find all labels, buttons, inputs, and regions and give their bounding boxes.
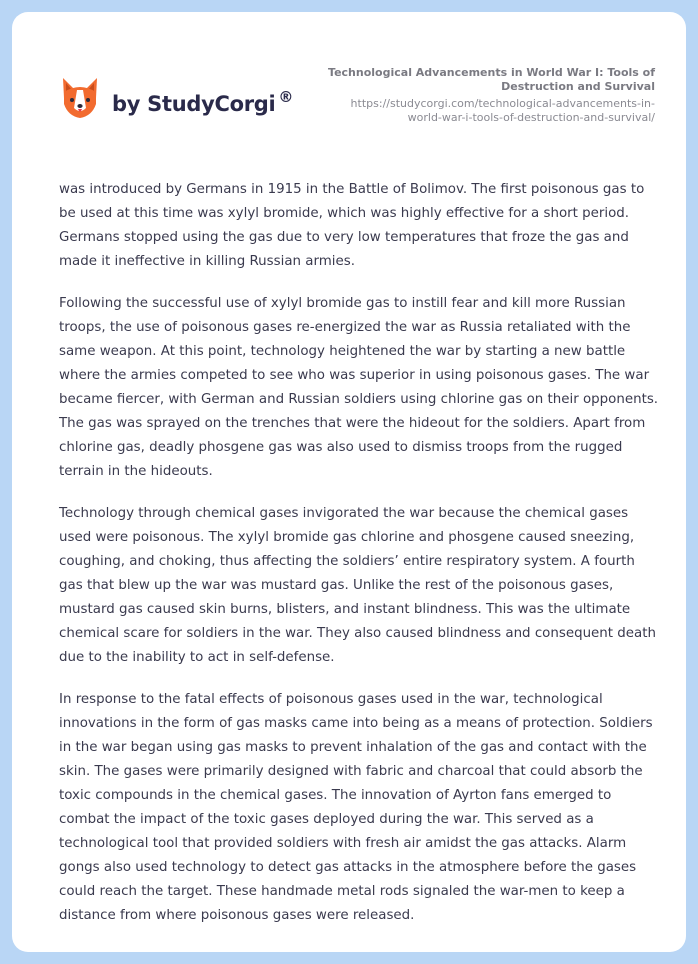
paragraph: was introduced by Germans in 1915 in the Battle of Bolimov. The first poisonous gas to be used at this time was xylyl bromide, which was highly effective for a short period. Germans stopped using the gas due to very low temperatures that froze the gas and made it ineffective in killing Russian armies. xyxy=(59,182,645,269)
document-meta xyxy=(325,66,655,124)
document-body xyxy=(59,178,659,946)
brand-name xyxy=(112,88,293,116)
brand-name-text: by StudyCorgi xyxy=(112,92,276,116)
paragraph: Following the successful use of xylyl bromide gas to instill fear and kill more Russian troops, the use of poisonous gases re-energized the war as Russia retaliated with the same weapon. At this point, technology heightened the war by starting a new battle where the armies competed to see who was superior in using poisonous gases. The war became fiercer, with German and Russian soldiers using chlorine gas on their opponents. The gas was sprayed on the trenches that were the hideout for the soldiers. Apart from chlorine gas, deadly phosgene gas was also used to dismiss troops from the rugged terrain in the hideouts. xyxy=(59,296,659,479)
corgi-icon xyxy=(60,76,100,120)
document-url[interactable]: https://studycorgi.com/technological-advancements-in-world-war-i-tools-of-destruction-and-survival/ xyxy=(350,97,655,124)
document-page xyxy=(12,12,686,952)
studycorgi-logo[interactable] xyxy=(60,76,293,120)
paragraph: In response to the fatal effects of poisonous gases used in the war, technological innovations in the form of gas masks came into being as a means of protection. Soldiers in the war began using gas masks to prevent inhalation of the gas and contact with the skin. The gases were primarily designed with fabric and charcoal that could absorb the toxic compounds in the chemical gases. The innovation of Ayrton fans emerged to combat the impact of the toxic gases deployed during the war. This served as a technological tool that provided soldiers with fresh air amidst the gas attacks. Alarm gongs also used technology to detect gas attacks in the atmosphere before the gases could reach the target. These handmade metal rods signaled the war-men to keep a distance from where poisonous gases were released. xyxy=(59,692,653,923)
document-title: Technological Advancements in World War I: Tools of Destruction and Survival xyxy=(328,66,655,93)
paragraph: Technology through chemical gases invigorated the war because the chemical gases used were poisonous. The xylyl bromide gas chlorine and phosgene caused sneezing, coughing, and choking, thus affecting the soldiers’ entire respiratory system. A fourth gas that blew up the war was mustard gas. Unlike the rest of the poisonous gases, mustard gas caused skin burns, blisters, and instant blindness. This was the ultimate chemical scare for soldiers in the war. They also caused blindness and consequent death due to the inability to act in self-defense. xyxy=(59,506,656,665)
registered-mark: ® xyxy=(278,88,294,106)
